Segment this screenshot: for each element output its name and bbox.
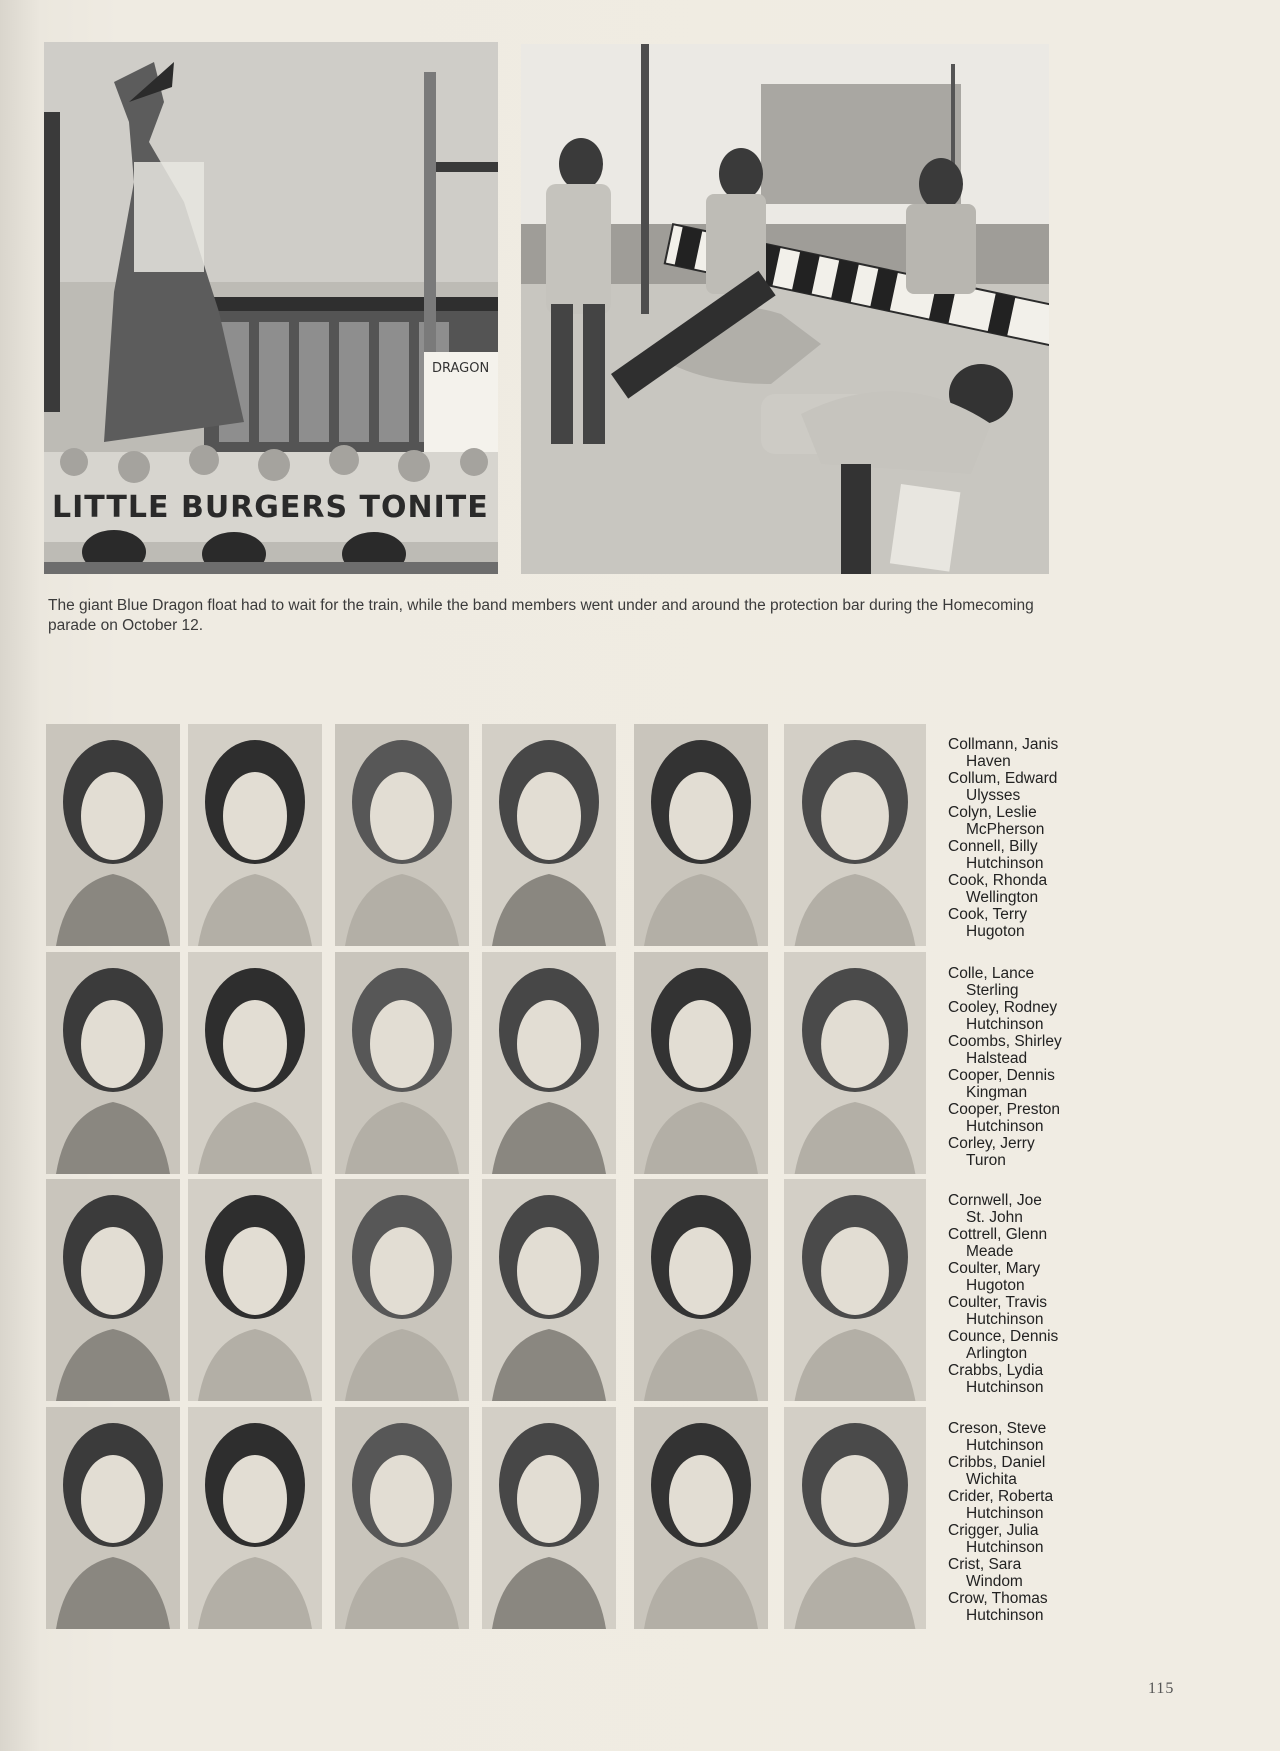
portrait — [335, 724, 469, 946]
student-name: Crist, Sara — [948, 1556, 1022, 1573]
name-entry — [948, 1226, 1108, 1260]
student-name: Coombs, Shirley — [948, 1033, 1062, 1050]
student-town: Hutchinson — [966, 1505, 1044, 1522]
student-town: Wellington — [966, 889, 1039, 906]
student-name: Cook, Rhonda — [948, 872, 1048, 889]
student-name: Cooper, Preston — [948, 1101, 1061, 1118]
student-name: Colle, Lance — [948, 965, 1035, 982]
student-town: Ulysses — [966, 787, 1021, 804]
student-town: Haven — [966, 753, 1011, 770]
name-entry — [948, 1192, 1108, 1226]
portrait — [784, 724, 926, 946]
student-town: Hutchinson — [966, 1379, 1044, 1396]
student-town: Turon — [966, 1152, 1006, 1169]
portrait — [784, 952, 926, 1174]
float-banner-text: LITTLE BURGERS TONITE — [52, 490, 489, 525]
portrait — [335, 1407, 469, 1629]
student-town: Hutchinson — [966, 1437, 1044, 1454]
name-entry — [948, 1454, 1108, 1488]
student-name: Cooper, Dennis — [948, 1067, 1055, 1084]
student-town: Wichita — [966, 1471, 1017, 1488]
name-list-3 — [948, 1192, 1108, 1396]
student-name: Cornwell, Joe — [948, 1192, 1042, 1209]
student-town: Meade — [966, 1243, 1014, 1260]
portrait — [784, 1407, 926, 1629]
name-entry — [948, 1362, 1108, 1396]
student-name: Coulter, Mary — [948, 1260, 1041, 1277]
portrait — [46, 1407, 180, 1629]
student-name: Counce, Dennis — [948, 1328, 1059, 1345]
name-entry — [948, 1328, 1108, 1362]
portrait — [46, 1179, 180, 1401]
portrait — [46, 724, 180, 946]
student-town: St. John — [966, 1209, 1023, 1226]
portrait — [188, 1407, 322, 1629]
portrait — [482, 724, 616, 946]
student-town: Kingman — [966, 1084, 1028, 1101]
student-name: Crigger, Julia — [948, 1522, 1039, 1539]
student-name: Crow, Thomas — [948, 1590, 1048, 1607]
student-name: Cottrell, Glenn — [948, 1226, 1048, 1243]
student-town: Windom — [966, 1573, 1023, 1590]
student-name: Colyn, Leslie — [948, 804, 1037, 821]
student-town: Hutchinson — [966, 1311, 1044, 1328]
name-entry — [948, 1135, 1108, 1169]
name-entry — [948, 1420, 1108, 1454]
name-entry — [948, 1067, 1108, 1101]
name-entry — [948, 872, 1108, 906]
portrait — [634, 724, 768, 946]
dragon-sign-text: DRAGON — [432, 361, 490, 376]
name-list-2 — [948, 965, 1108, 1169]
portrait — [335, 952, 469, 1174]
name-entry — [948, 838, 1108, 872]
portrait — [482, 1407, 616, 1629]
name-entry — [948, 804, 1108, 838]
student-town: Arlington — [966, 1345, 1028, 1362]
page-number: 115 — [1148, 1680, 1175, 1697]
student-town: Hugoton — [966, 923, 1025, 940]
portrait — [335, 1179, 469, 1401]
name-entry — [948, 1033, 1108, 1067]
student-town: Hutchinson — [966, 1607, 1044, 1624]
dragon-float-photo — [44, 42, 498, 574]
name-entry — [948, 770, 1108, 804]
student-name: Crider, Roberta — [948, 1488, 1054, 1505]
name-list-1 — [948, 736, 1108, 940]
portrait — [784, 1179, 926, 1401]
student-town: McPherson — [966, 821, 1045, 838]
portrait — [46, 952, 180, 1174]
name-list-4 — [948, 1420, 1108, 1624]
portrait — [634, 1179, 768, 1401]
student-name: Crabbs, Lydia — [948, 1362, 1044, 1379]
name-entry — [948, 1522, 1108, 1556]
name-entry — [948, 1260, 1108, 1294]
student-name: Coulter, Travis — [948, 1294, 1048, 1311]
student-town: Hutchinson — [966, 1539, 1044, 1556]
student-town: Hugoton — [966, 1277, 1025, 1294]
portrait-row-3 — [46, 1179, 926, 1401]
portrait — [634, 952, 768, 1174]
student-name: Creson, Steve — [948, 1420, 1047, 1437]
name-entry — [948, 906, 1108, 940]
portrait — [482, 952, 616, 1174]
name-entry — [948, 965, 1108, 999]
band-crossing-photo — [521, 44, 1049, 574]
student-name: Corley, Jerry — [948, 1135, 1035, 1152]
student-town: Halstead — [966, 1050, 1028, 1067]
name-entry — [948, 1101, 1108, 1135]
student-name: Cook, Terry — [948, 906, 1027, 923]
photo-caption: The giant Blue Dragon float had to wait for the train, while the band members went under and around the protection bar during the Homecoming parade on October 12. — [48, 597, 1034, 634]
name-entry — [948, 1294, 1108, 1328]
student-name: Cribbs, Daniel — [948, 1454, 1046, 1471]
student-town: Hutchinson — [966, 855, 1044, 872]
name-entry — [948, 1590, 1108, 1624]
portrait — [634, 1407, 768, 1629]
student-name: Cooley, Rodney — [948, 999, 1058, 1016]
portrait — [188, 1179, 322, 1401]
student-town: Hutchinson — [966, 1118, 1044, 1135]
name-entry — [948, 1556, 1108, 1590]
student-town: Hutchinson — [966, 1016, 1044, 1033]
name-entry — [948, 736, 1108, 770]
student-name: Connell, Billy — [948, 838, 1038, 855]
portrait — [188, 952, 322, 1174]
portrait — [188, 724, 322, 946]
portrait-row-1 — [46, 724, 926, 946]
portrait-row-2 — [46, 952, 926, 1174]
portrait — [482, 1179, 616, 1401]
name-entry — [948, 1488, 1108, 1522]
student-town: Sterling — [966, 982, 1019, 999]
portrait-row-4 — [46, 1407, 926, 1629]
name-entry — [948, 999, 1108, 1033]
student-name: Collmann, Janis — [948, 736, 1059, 753]
student-name: Collum, Edward — [948, 770, 1058, 787]
